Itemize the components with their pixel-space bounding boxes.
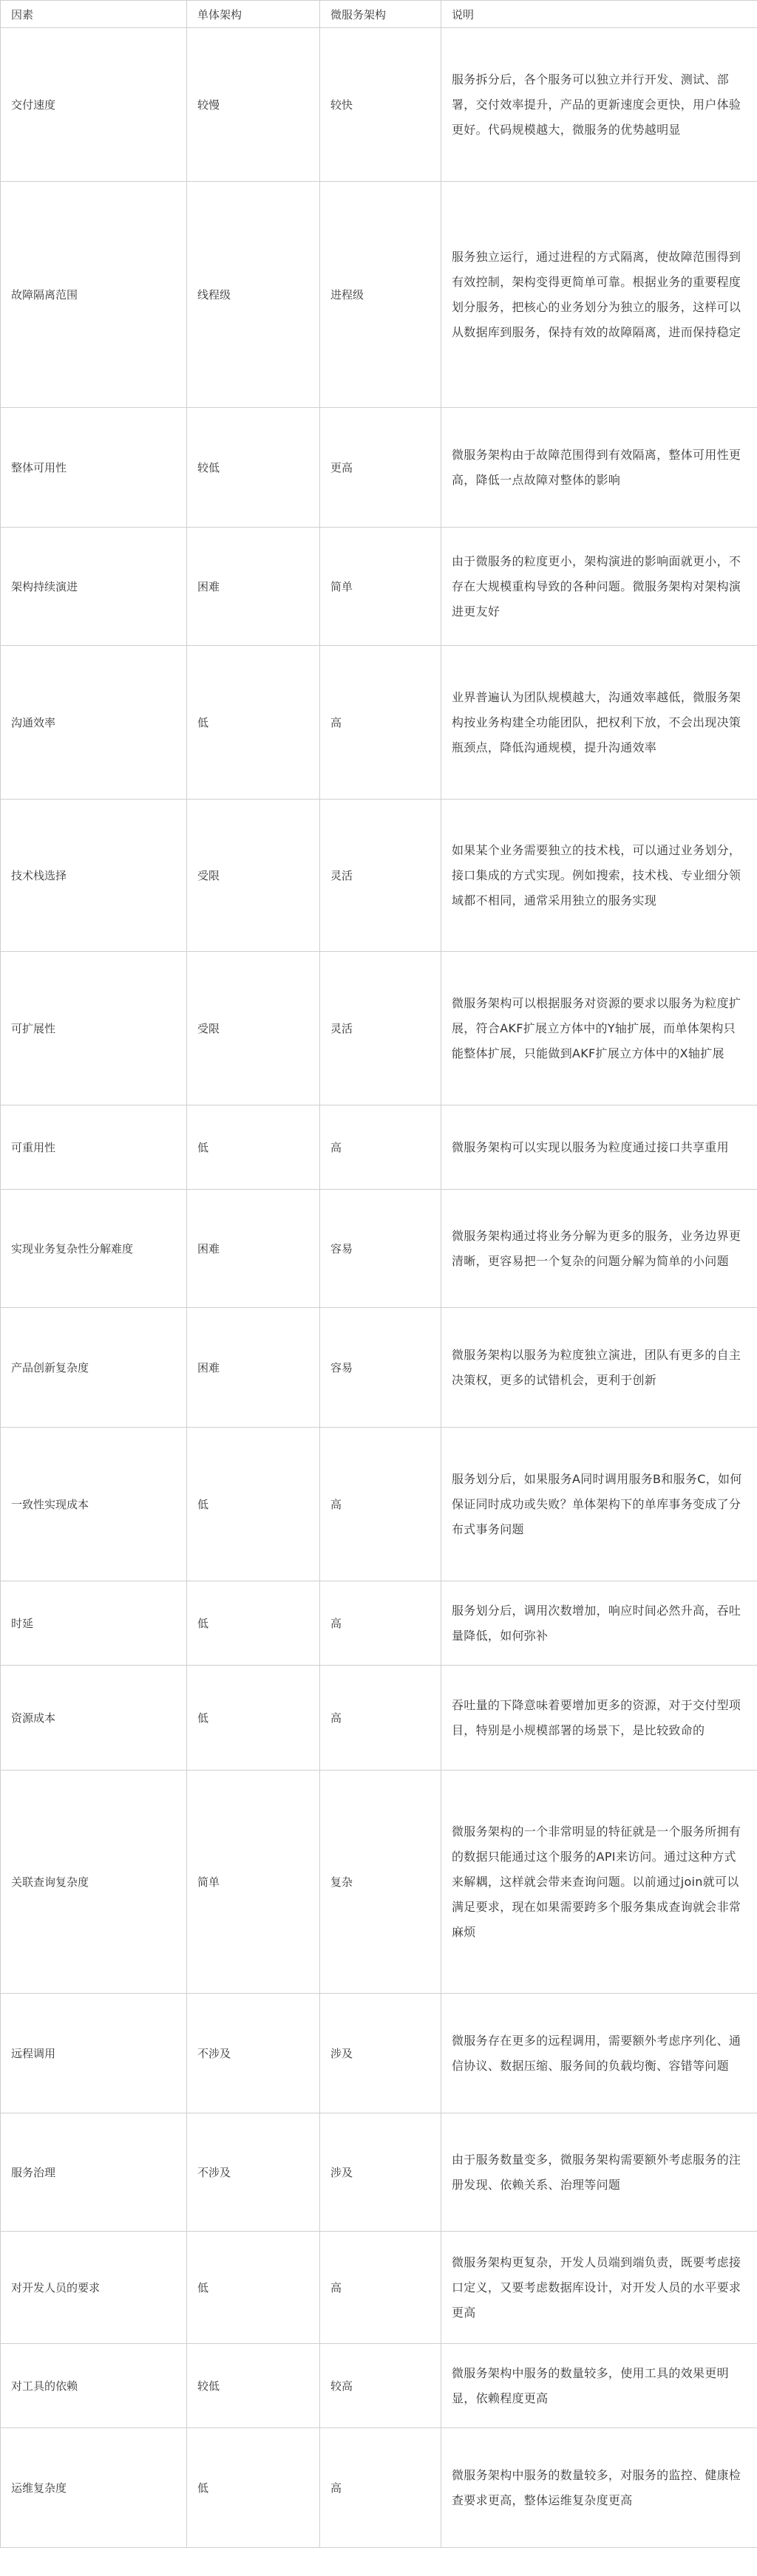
monolith-cell: 较低 [187,2344,320,2428]
description-cell: 由于微服务的粒度更小，架构演进的影响面就更小，不存在大规模重构导致的各种问题。微服务架构对架构演进更友好 [441,528,757,646]
monolith-cell: 低 [187,2428,320,2548]
monolith-cell: 低 [187,1581,320,1666]
monolith-cell: 受限 [187,800,320,952]
microservice-cell: 灵活 [320,952,441,1105]
description-cell: 微服务存在更多的远程调用，需要额外考虑序列化、通信协议、数据压缩、服务间的负载均衡、容错等问题 [441,1994,757,2113]
microservice-cell: 复杂 [320,1771,441,1994]
description-cell: 微服务架构以服务为粒度独立演进，团队有更多的自主决策权，更多的试错机会，更利于创新 [441,1308,757,1428]
monolith-cell: 线程级 [187,182,320,408]
description-cell: 微服务架构的一个非常明显的特征就是一个服务所拥有的数据只能通过这个服务的API来访问。通过这种方式来解耦，这样就会带来查询问题。以前通过join就可以满足要求，现在如果需要跨多个服务集成查询就会非常麻烦 [441,1771,757,1994]
microservice-cell: 较高 [320,2344,441,2428]
table-row [1,2428,757,2548]
factor-cell: 一致性实现成本 [1,1428,187,1581]
factor-cell: 沟通效率 [1,646,187,800]
microservice-cell: 高 [320,1581,441,1666]
monolith-cell: 低 [187,1666,320,1771]
factor-cell: 资源成本 [1,1666,187,1771]
factor-cell: 运维复杂度 [1,2428,187,2548]
table-row [1,2113,757,2232]
factor-cell: 服务治理 [1,2113,187,2232]
factor-cell: 可扩展性 [1,952,187,1105]
microservice-cell: 较快 [320,28,441,182]
description-cell: 服务划分后，调用次数增加，响应时间必然升高，吞吐量降低，如何弥补 [441,1581,757,1666]
factor-cell: 产品创新复杂度 [1,1308,187,1428]
factor-cell: 实现业务复杂性分解难度 [1,1190,187,1308]
microservice-cell: 高 [320,2428,441,2548]
description-cell: 吞吐量的下降意味着要增加更多的资源，对于交付型项目，特别是小规模部署的场景下，是比较致命的 [441,1666,757,1771]
description-cell: 服务独立运行，通过进程的方式隔离，使故障范围得到有效控制，架构变得更简单可靠。根据业务的重要程度划分服务，把核心的业务划分为独立的服务，这样可以从数据库到服务，保持有效的故障隔离，进而保持稳定 [441,182,757,408]
factor-cell: 对工具的依赖 [1,2344,187,2428]
microservice-cell: 容易 [320,1308,441,1428]
table-row [1,2344,757,2428]
table-row [1,182,757,408]
monolith-cell: 低 [187,1428,320,1581]
monolith-cell: 受限 [187,952,320,1105]
table-row [1,2232,757,2344]
factor-cell: 故障隔离范围 [1,182,187,408]
monolith-cell: 困难 [187,1190,320,1308]
table-row [1,1994,757,2113]
factor-cell: 架构持续演进 [1,528,187,646]
table-row [1,952,757,1105]
table-row [1,1428,757,1581]
microservice-cell: 更高 [320,408,441,528]
factor-cell: 关联查询复杂度 [1,1771,187,1994]
monolith-cell: 低 [187,1105,320,1190]
table-row [1,1308,757,1428]
table-row [1,1666,757,1771]
monolith-cell: 较慢 [187,28,320,182]
factor-cell: 交付速度 [1,28,187,182]
header-description: 说明 [441,1,757,28]
description-cell: 微服务架构通过将业务分解为更多的服务，业务边界更清晰，更容易把一个复杂的问题分解为简单的小问题 [441,1190,757,1308]
monolith-cell: 困难 [187,528,320,646]
description-cell: 微服务架构中服务的数量较多，使用工具的效果更明显，依赖程度更高 [441,2344,757,2428]
monolith-cell: 困难 [187,1308,320,1428]
factor-cell: 时延 [1,1581,187,1666]
description-cell: 微服务架构由于故障范围得到有效隔离，整体可用性更高，降低一点故障对整体的影响 [441,408,757,528]
factor-cell: 可重用性 [1,1105,187,1190]
header-monolith: 单体架构 [187,1,320,28]
monolith-cell: 低 [187,2232,320,2344]
description-cell: 业界普遍认为团队规模越大，沟通效率越低，微服务架构按业务构建全功能团队，把权利下放，不会出现决策瓶颈点，降低沟通规模，提升沟通效率 [441,646,757,800]
table-row [1,1190,757,1308]
monolith-cell: 不涉及 [187,2113,320,2232]
description-cell: 微服务架构更复杂，开发人员端到端负责，既要考虑接口定义，又要考虑数据库设计，对开发人员的水平要求更高 [441,2232,757,2344]
microservice-cell: 涉及 [320,1994,441,2113]
microservice-cell: 容易 [320,1190,441,1308]
description-cell: 服务拆分后，各个服务可以独立并行开发、测试、部署，交付效率提升，产品的更新速度会更快，用户体验更好。代码规模越大，微服务的优势越明显 [441,28,757,182]
factor-cell: 整体可用性 [1,408,187,528]
factor-cell: 远程调用 [1,1994,187,2113]
description-cell: 微服务架构中服务的数量较多，对服务的监控、健康检查要求更高，整体运维复杂度更高 [441,2428,757,2548]
table-row [1,528,757,646]
monolith-cell: 简单 [187,1771,320,1994]
table-row [1,28,757,182]
table-row [1,800,757,952]
table-row [1,1581,757,1666]
description-cell: 微服务架构可以实现以服务为粒度通过接口共享重用 [441,1105,757,1190]
table-row [1,646,757,800]
description-cell: 如果某个业务需要独立的技术栈，可以通过业务划分，接口集成的方式实现。例如搜索，技术栈、专业细分领域都不相同，通常采用独立的服务实现 [441,800,757,952]
table-row [1,1771,757,1994]
microservice-cell: 高 [320,646,441,800]
microservice-cell: 高 [320,2232,441,2344]
header-row [1,1,757,28]
description-cell: 服务划分后，如果服务A同时调用服务B和服务C，如何保证同时成功或失败？单体架构下的单库事务变成了分布式事务问题 [441,1428,757,1581]
description-cell: 由于服务数量变多，微服务架构需要额外考虑服务的注册发现、依赖关系、治理等问题 [441,2113,757,2232]
microservice-cell: 进程级 [320,182,441,408]
microservice-cell: 涉及 [320,2113,441,2232]
description-cell: 微服务架构可以根据服务对资源的要求以服务为粒度扩展，符合AKF扩展立方体中的Y轴扩展，而单体架构只能整体扩展，只能做到AKF扩展立方体中的X轴扩展 [441,952,757,1105]
microservice-cell: 高 [320,1428,441,1581]
monolith-cell: 不涉及 [187,1994,320,2113]
header-factor: 因素 [1,1,187,28]
microservice-cell: 简单 [320,528,441,646]
factor-cell: 技术栈选择 [1,800,187,952]
microservice-cell: 灵活 [320,800,441,952]
monolith-cell: 低 [187,646,320,800]
header-microservice: 微服务架构 [320,1,441,28]
factor-cell: 对开发人员的要求 [1,2232,187,2344]
monolith-cell: 较低 [187,408,320,528]
table-row [1,1105,757,1190]
microservice-cell: 高 [320,1666,441,1771]
microservice-cell: 高 [320,1105,441,1190]
table-row [1,408,757,528]
